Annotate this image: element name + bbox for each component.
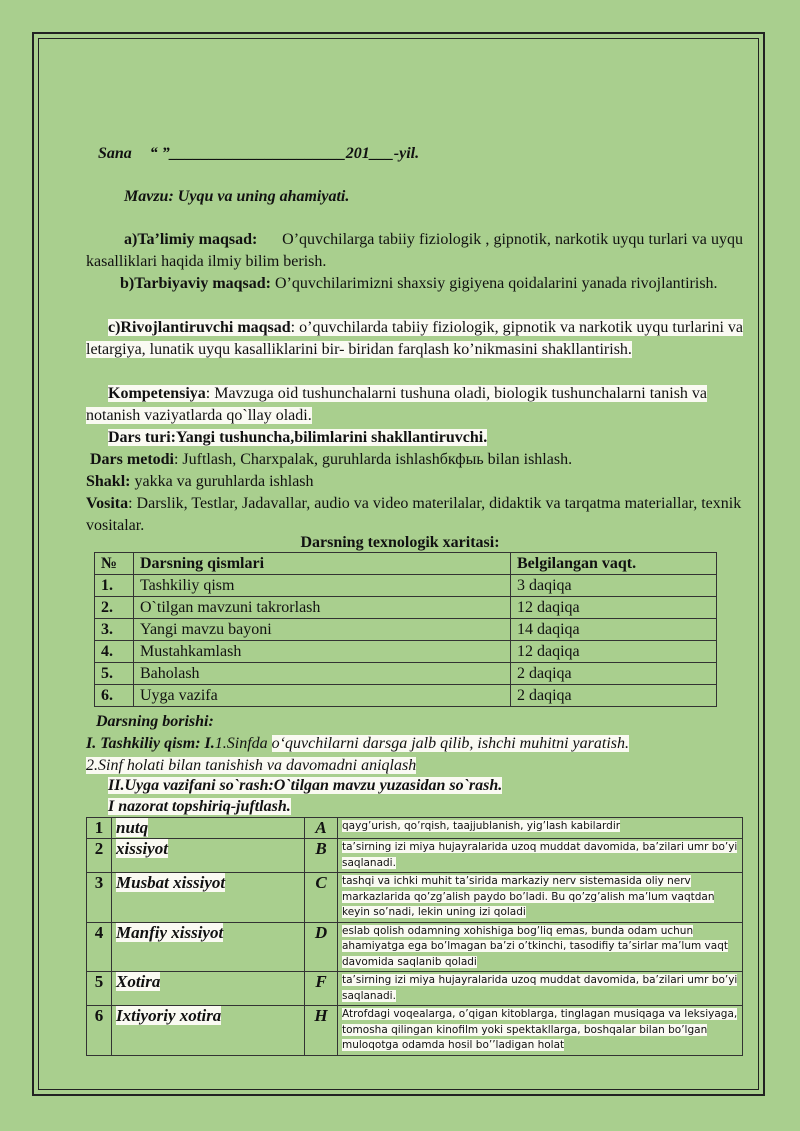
row-number: 5 [87,972,112,1006]
letter-cell: H [305,1006,338,1056]
progress-line-2: 2.Sinf holati bilan tanishish va davomadni aniqlash [86,757,417,774]
table-cell: 3 daqiqa [511,575,717,597]
row-number: 2 [87,839,112,873]
competence [86,383,743,427]
table-cell: 2 daqiqa [511,685,717,707]
table-row [95,619,717,641]
letter-cell: C [305,873,338,923]
letter-cell: F [305,972,338,1006]
educational-goal-text: O’quvchilarga tabiiy fiziologik , gipnotik, narkotik uyqu turlari va uyqu kasalliklari haqida ilmiy bilim berish. [86,231,744,270]
table-cell: Tashkiliy qism [134,575,511,597]
description-cell: Atrofdagi voqealarga, o’qigan kitoblarga, tinglagan musiqaga va leksiyaga, tomosha qilingan kinofilm yoki spektakllarga, boshqalar bilan bo’lgan muloqotga odamda hosil bo’’ladigan holat [338,1006,743,1056]
lesson-form: Shakl: yakka va guruhlarda ishlash [86,473,314,490]
table-row [95,663,717,685]
description-cell: ta’sirning izi miya hujayralarida uzoq muddat davomida, ba’zilari umr bo’yi saqlanadi. [338,839,743,873]
row-number: 6 [87,1006,112,1056]
developmental-goal-label: c)Rivojlantiruvchi maqsad [108,319,291,336]
lesson-topic: Mavzu: Uyqu va uning ahamiyati. [124,188,350,205]
table-cell: 14 daqiqa [511,619,717,641]
table-cell: 12 daqiqa [511,641,717,663]
table-row [87,873,743,923]
table-cell: 5. [95,663,134,685]
progress-line-1: I. Tashkiliy qism: I.1.Sinfda o‘quvchilarni darsga jalb qilib, ishchi muhitni yaratish. [86,735,629,752]
letter-cell: A [305,818,338,839]
table-row [87,1006,743,1056]
table-header-row [95,553,717,575]
date-blank: ______________________ [169,145,346,162]
date-line [98,143,419,165]
description-cell: qayg’urish, qo’rqish, taajjublanish, yig’lash kabilardir [338,818,743,839]
table-cell: Baholash [134,663,511,685]
row-number: 4 [87,922,112,972]
developmental-goal-text: : o’quvchilarda tabiiy fiziologik, gipnotik va narkotik uyqu turlarini va letargiya, lunatik uyqu kasalliklarini bir- biridan farqlash ko’nikmasini shakllantirish. [86,319,744,358]
competence-label: Kompetensiya [108,385,206,402]
table-cell: O`tilgan mavzuni takrorlash [134,597,511,619]
table-row [87,839,743,873]
table-cell: 12 daqiqa [511,597,717,619]
table-row [95,685,717,707]
table-cell: Yangi mavzu bayoni [134,619,511,641]
progress-title: Darsning borishi: [96,713,214,730]
lesson-type: Dars turi:Yangi tushuncha,bilimlarini shakllantiruvchi. [108,429,488,446]
table-cell: 4. [95,641,134,663]
date-quotes: “ ” [149,145,170,162]
term-cell: Manfiy xissiyot [112,922,305,972]
table-row [95,575,717,597]
sana-label: Sana [98,145,132,162]
term-cell: Xotira [112,972,305,1006]
description-cell: ta’sirning izi miya hujayralarida uzoq muddat davomida, ba’zilari umr bo’yi saqlanadi. [338,972,743,1006]
upbringing-goal-label: b)Tarbiyaviy maqsad: [120,275,271,292]
table-row [87,972,743,1006]
tech-map-title: Darsning texnologik xaritasi: [300,534,500,551]
upbringing-goal-text: O’quvchilarimizni shaxsiy gigiyena qoidalarini yanada rivojlantirish. [275,275,718,292]
educational-goal-label: a)Ta’limiy maqsad: [124,231,258,248]
table-cell: 3. [95,619,134,641]
tech-map-table [94,552,717,707]
table-row [87,818,743,839]
progress-line-3: II.Uyga vazifani so`rash:O`tilgan mavzu yuzasidan so`rash. [108,777,503,794]
term-cell: Musbat xissiyot [112,873,305,923]
letter-cell: D [305,922,338,972]
header-cell: Darsning qismlari [134,553,511,575]
lesson-method: Dars metodi: Juftlash, Charxpalak, guruhlarda ishlashбкфыь bilan ishlash. [90,451,573,468]
term-cell: xissiyot [112,839,305,873]
year-prefix: 201 [345,145,370,162]
table-cell: 6. [95,685,134,707]
row-number: 1 [87,818,112,839]
term-cell: Ixtiyoriy xotira [112,1006,305,1056]
matching-table [86,817,743,1056]
table-cell: 2 daqiqa [511,663,717,685]
educational-goal [86,229,743,273]
description-cell: eslab qolish odamning xohishiga bog’liq emas, bunda odam uchun ahamiyatga ega bo’lmagan ba’zi o’tkinchi, tasodifiy ta’sirlar ma’lum vaqt davomida saqlanib qoladi [338,922,743,972]
row-number: 3 [87,873,112,923]
year-blank: ___ [369,145,394,162]
table-row [95,597,717,619]
developmental-goal [86,317,743,361]
table-cell: 2. [95,597,134,619]
term-cell: nutq [112,818,305,839]
year-suffix: -yil. [393,145,420,162]
progress-line-4: I nazorat topshiriq-juftlash. [108,798,291,815]
letter-cell: B [305,839,338,873]
upbringing-goal [86,273,743,295]
table-cell: 1. [95,575,134,597]
table-cell: Mustahkamlash [134,641,511,663]
table-cell: Uyga vazifa [134,685,511,707]
competence-text: : Mavzuga oid tushunchalarni tushuna oladi, biologik tushunchalarni tanish va notanish vaziyatlarda qo`llay oladi. [86,385,708,424]
table-row [95,641,717,663]
lesson-tools: Vosita: Darslik, Testlar, Jadavallar, audio va video materilalar, didaktik va tarqatma materiallar, texnik vositalar. [86,495,742,534]
table-row [87,922,743,972]
header-cell: № [95,553,134,575]
header-cell: Belgilangan vaqt. [511,553,717,575]
description-cell: tashqi va ichki muhit ta’sirida markaziy nerv sistemasida oliy nerv markazlarida qo’zg’alish paydo bo’ladi. Bu qo’zg’alish ma’lum vaqtdan keyin so’nadi, lekin uning izi qoladi [338,873,743,923]
